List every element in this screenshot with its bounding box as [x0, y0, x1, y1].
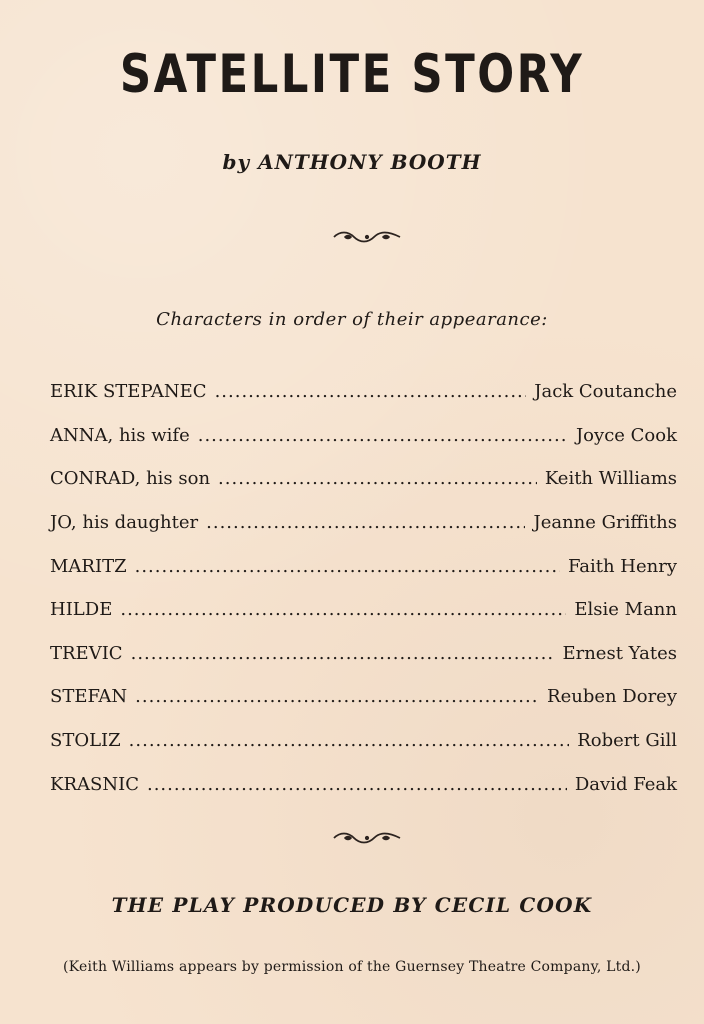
page-title: SATELLITE STORY — [119, 44, 585, 105]
cast-row — [50, 675, 677, 719]
dot-leader — [218, 468, 537, 489]
character-name: ANNA, his wife — [50, 424, 190, 446]
character-name: KRASNIC — [50, 773, 139, 795]
actor-name: Ernest Yates — [562, 642, 677, 664]
cast-row — [50, 457, 677, 501]
character-name: ERIK STEPANEC — [50, 381, 207, 403]
ornament-icon — [332, 830, 402, 846]
bleed-through-ink — [250, 196, 256, 217]
dot-leader — [135, 686, 539, 707]
character-name: TREVIC — [50, 642, 123, 664]
cast-intro: Characters in order of their appearance: — [156, 309, 548, 330]
actor-name: Robert Gill — [577, 730, 677, 752]
ornament-icon — [332, 229, 402, 245]
character-name: JO, his daughter — [50, 512, 199, 534]
cast-row — [50, 544, 677, 588]
actor-name: Faith Henry — [567, 555, 677, 577]
dot-leader — [198, 425, 568, 446]
author-line: by ANTHONY BOOTH — [222, 150, 482, 174]
character-name: STOLIZ — [50, 730, 121, 752]
actor-name: Jack Coutanche — [534, 381, 677, 403]
dot-leader — [120, 599, 566, 620]
actor-name: Reuben Dorey — [547, 686, 677, 708]
dot-leader — [215, 381, 527, 402]
actor-name: Keith Williams — [544, 468, 677, 490]
cast-row — [50, 762, 677, 806]
permission-note: (Keith Williams appears by permission of the Guernsey Theatre Company, Ltd.) — [63, 959, 641, 975]
dot-leader — [147, 774, 567, 795]
cast-row — [50, 632, 677, 676]
dot-leader — [129, 730, 570, 751]
actor-name: Jeanne Griffiths — [533, 512, 677, 534]
cast-row — [50, 719, 677, 763]
character-name: CONRAD, his son — [50, 468, 211, 490]
cast-row — [50, 370, 677, 414]
character-name: MARITZ — [50, 555, 127, 577]
actor-name: Joyce Cook — [575, 424, 677, 446]
cast-row — [50, 501, 677, 545]
cast-list — [50, 370, 677, 806]
cast-row — [50, 414, 677, 458]
character-name: HILDE — [50, 599, 113, 621]
actor-name: David Feak — [574, 773, 677, 795]
dot-leader — [131, 643, 555, 664]
producer-credit: THE PLAY PRODUCED BY CECIL COOK — [111, 893, 593, 917]
cast-row — [50, 588, 677, 632]
character-name: STEFAN — [50, 686, 128, 708]
dot-leader — [206, 512, 525, 533]
actor-name: Elsie Mann — [574, 599, 677, 621]
dot-leader — [135, 556, 560, 577]
